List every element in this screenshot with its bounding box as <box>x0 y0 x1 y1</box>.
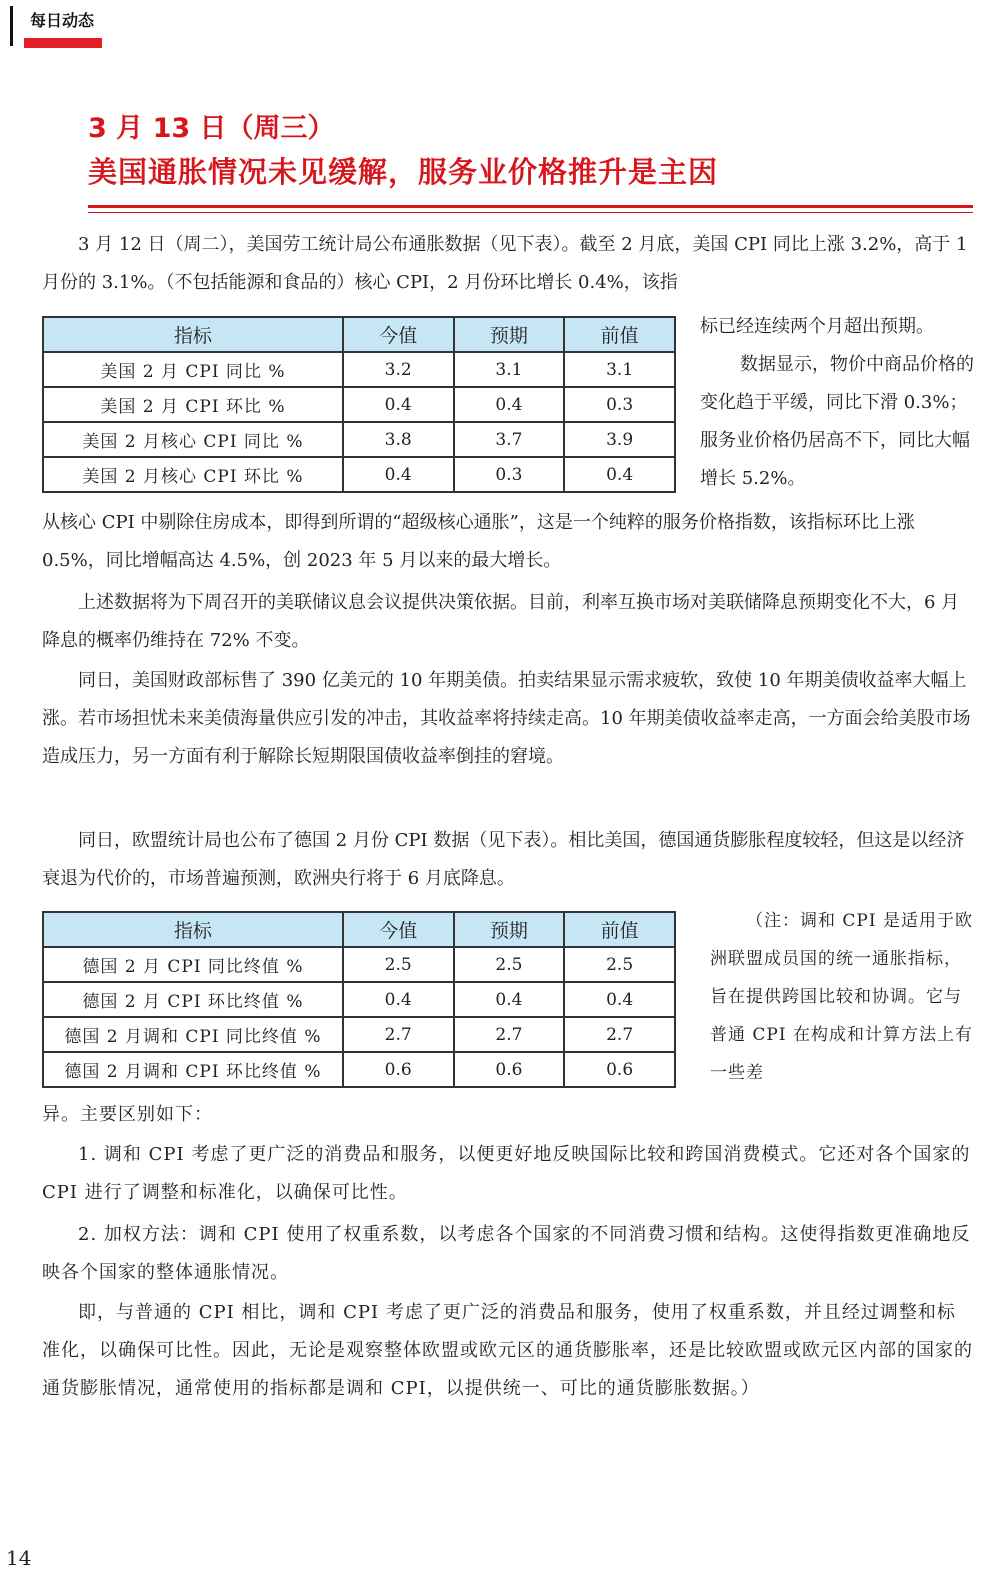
table-row <box>43 387 675 422</box>
previous-value-cell: 3.9 <box>564 422 675 457</box>
table-header-row <box>43 912 675 947</box>
current-value-cell: 3.8 <box>343 422 454 457</box>
germany-cpi-table <box>42 911 676 1088</box>
indicator-cell: 德国 2 月调和 CPI 环比终值 % <box>43 1052 343 1087</box>
section-bar <box>10 6 13 46</box>
current-value-cell: 0.4 <box>343 982 454 1017</box>
indicator-cell: 德国 2 月调和 CPI 同比终值 % <box>43 1017 343 1052</box>
previous-value-cell: 3.1 <box>564 352 675 387</box>
current-value-cell: 0.4 <box>343 387 454 422</box>
table-row <box>43 457 675 492</box>
indicator-cell: 美国 2 月 CPI 同比 % <box>43 352 343 387</box>
forecast-value-cell: 0.6 <box>454 1052 565 1087</box>
column-header: 指标 <box>43 912 343 947</box>
current-value-cell: 2.7 <box>343 1017 454 1052</box>
paragraph-3: 上述数据将为下周召开的美联储议息会议提供决策依据。目前，利率互换市场对美联储降息预期变化不大，6 月降息的概率仍维持在 72% 不变。 <box>42 592 960 651</box>
forecast-value-cell: 3.1 <box>454 352 565 387</box>
forecast-value-cell: 2.5 <box>454 947 565 982</box>
table-row <box>43 1052 675 1087</box>
previous-value-cell: 0.4 <box>564 457 675 492</box>
forecast-value-cell: 2.7 <box>454 1017 565 1052</box>
us-cpi-table <box>42 316 676 493</box>
indicator-cell: 美国 2 月 CPI 环比 % <box>43 387 343 422</box>
page-number: 14 <box>6 1546 32 1570</box>
previous-value-cell: 0.6 <box>564 1052 675 1087</box>
table-row <box>43 1017 675 1052</box>
table-row <box>43 947 675 982</box>
table-row <box>43 422 675 457</box>
paragraph-2: 从核心 CPI 中剔除住房成本，即得到所谓的“超级核心通胀”，这是一个纯粹的服务价格指数，该指标环比上涨 0.5%，同比增幅高达 4.5%，创 2023 年 5 月以来的最大增长。 <box>42 512 915 571</box>
indicator-cell: 美国 2 月核心 CPI 同比 % <box>43 422 343 457</box>
paragraph-1: 3 月 12 日（周二），美国劳工统计局公布通胀数据（见下表）。截至 2 月底，美国 CPI 同比上涨 3.2%，高于 1 月份的 3.1%。（不包括能源和食品的）核心 CPI，2 月份环比增长 0.4%，该指 <box>42 234 968 293</box>
table-row <box>43 982 675 1017</box>
forecast-value-cell: 0.4 <box>454 982 565 1017</box>
note-point-2: 2. 加权方法：调和 CPI 使用了权重系数，以考虑各个国家的不同消费习惯和结构。这使得指数更准确地反映各个国家的整体通胀情况。 <box>42 1224 971 1283</box>
previous-value-cell: 2.7 <box>564 1017 675 1052</box>
table-header-row <box>43 317 675 352</box>
column-header: 指标 <box>43 317 343 352</box>
column-header: 今值 <box>343 912 454 947</box>
article-title: 美国通胀情况未见缓解，服务业价格推升是主因 <box>88 155 719 189</box>
title-rule-thick <box>88 205 973 208</box>
current-value-cell: 3.2 <box>343 352 454 387</box>
indicator-cell: 德国 2 月 CPI 环比终值 % <box>43 982 343 1017</box>
title-rule-thin <box>88 212 973 213</box>
column-header: 前值 <box>564 317 675 352</box>
forecast-value-cell: 3.7 <box>454 422 565 457</box>
current-value-cell: 2.5 <box>343 947 454 982</box>
indicator-cell: 德国 2 月 CPI 同比终值 % <box>43 947 343 982</box>
forecast-value-cell: 0.3 <box>454 457 565 492</box>
note-summary: 即，与普通的 CPI 相比，调和 CPI 考虑了更广泛的消费品和服务，使用了权重系数，并且经过调整和标准化，以确保可比性。因此，无论是观察整体欧盟或欧元区的通货膨胀率，还是比较欧盟或欧元区内部的国家的通货膨胀情况，通常使用的指标都是调和 CPI，以提供统一、可比的通货膨胀数据。） <box>42 1302 973 1399</box>
table-row <box>43 352 675 387</box>
note-point-1: 1. 调和 CPI 考虑了更广泛的消费品和服务，以便更好地反映国际比较和跨国消费模式。它还对各个国家的 CPI 进行了调整和标准化，以确保可比性。 <box>42 1144 971 1203</box>
paragraph-1-continued: 标已经连续两个月超出预期。 <box>700 316 934 337</box>
section-label: 每日动态 <box>30 11 95 30</box>
column-header: 今值 <box>343 317 454 352</box>
current-value-cell: 0.4 <box>343 457 454 492</box>
paragraph-2-side: 数据显示，物价中商品价格的变化趋于平缓，同比下滑 0.3%；服务业价格仍居高不下，同比大幅增长 5.2%。 <box>700 354 974 489</box>
previous-value-cell: 0.4 <box>564 982 675 1017</box>
column-header: 前值 <box>564 912 675 947</box>
previous-value-cell: 0.3 <box>564 387 675 422</box>
column-header: 预期 <box>454 912 565 947</box>
forecast-value-cell: 0.4 <box>454 387 565 422</box>
note-side: （注：调和 CPI 是适用于欧洲联盟成员国的统一通胀指标，旨在提供跨国比较和协调。它与普通 CPI 在构成和计算方法上有一些差 <box>710 911 973 1083</box>
column-header: 预期 <box>454 317 565 352</box>
paragraph-4: 同日，美国财政部标售了 390 亿美元的 10 年期美债。拍卖结果显示需求疲软，致使 10 年期美债收益率大幅上涨。若市场担忧未来美债海量供应引发的冲击，其收益率将持续走高。10 年期美债收益率走高，一方面会给美股市场造成压力，另一方面有利于解除长短期限国债收益率倒挂的窘境。 <box>42 670 971 767</box>
paragraph-5: 同日，欧盟统计局也公布了德国 2 月份 CPI 数据（见下表）。相比美国，德国通货膨胀程度较轻，但这是以经济衰退为代价的，市场普遍预测，欧洲央行将于 6 月底降息。 <box>42 830 965 889</box>
article-date: 3 月 13 日（周三） <box>88 113 335 144</box>
indicator-cell: 美国 2 月核心 CPI 环比 % <box>43 457 343 492</box>
current-value-cell: 0.6 <box>343 1052 454 1087</box>
section-red-underline <box>24 38 102 48</box>
note-continued: 异。主要区别如下： <box>42 1104 213 1125</box>
previous-value-cell: 2.5 <box>564 947 675 982</box>
